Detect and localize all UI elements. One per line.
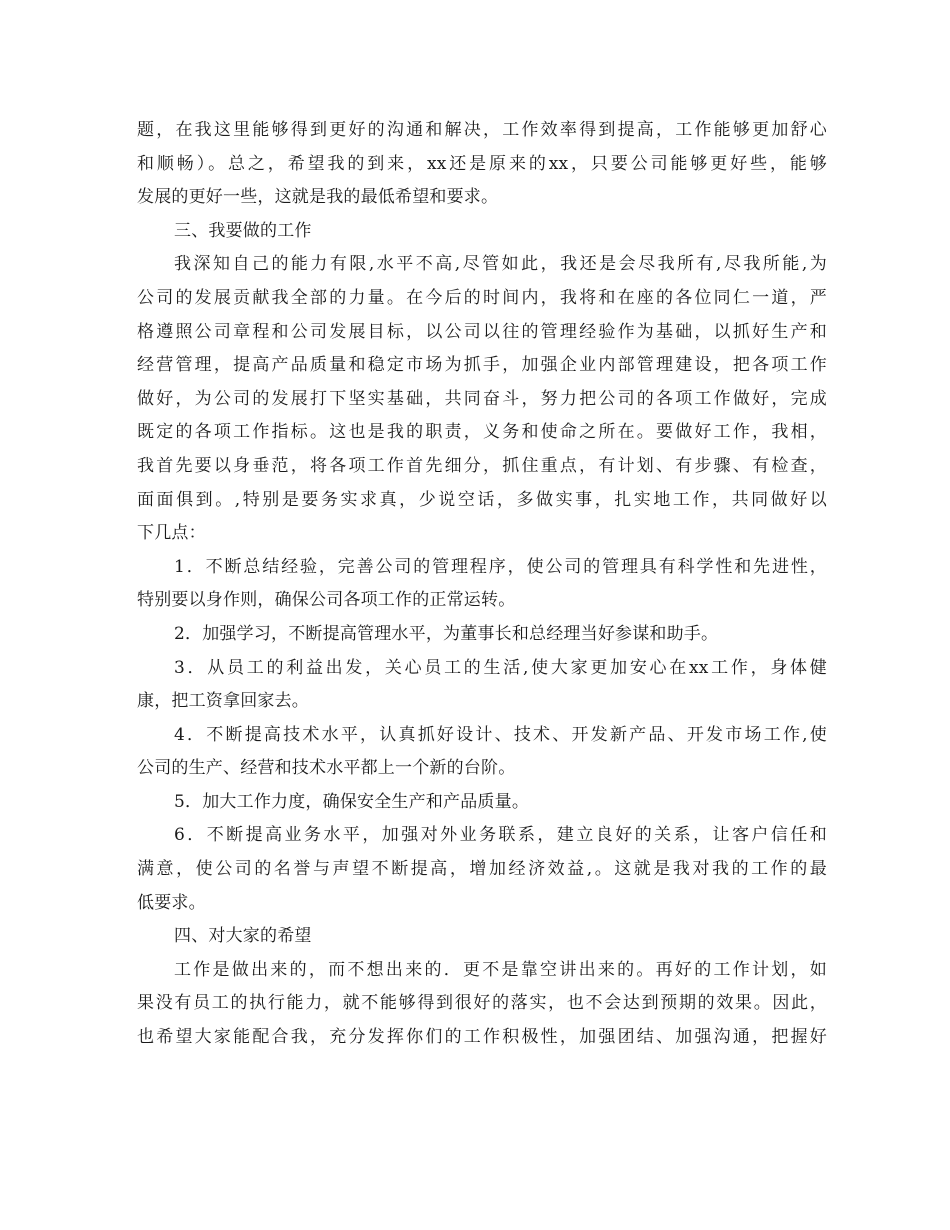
- document-body: [137, 114, 827, 1055]
- text-line: 3．从员工的利益出发，关心员工的生活,使大家更加安心在xx工作，身体健: [174, 657, 827, 678]
- text-line: 公司的生产、经营和技术水平都上一个新的台阶。: [137, 758, 516, 779]
- text-line: 格遵照公司章程和公司发展目标，以公司以往的管理经验作为基础，以抓好生产和: [137, 321, 827, 342]
- text-line: 四、对大家的希望: [174, 926, 312, 947]
- text-line: 我深知自己的能力有限,水平不高,尽管如此，我还是会尽我所有,尽我所能,为: [174, 254, 827, 275]
- text-line: 经营管理，提高产品质量和稳定市场为抓手，加强企业内部管理建设，把各项工作: [137, 355, 827, 376]
- text-line: 既定的各项工作指标。这也是我的职责，义务和使命之所在。要做好工作，我相，: [137, 422, 827, 443]
- text-line: 做好，为公司的发展打下坚实基础，共同奋斗，努力把公司的各项工作做好，完成: [137, 388, 827, 409]
- text-line: 题，在我这里能够得到更好的沟通和解决，工作效率得到提高，工作能够更加舒心: [137, 120, 827, 140]
- text-line: 三、我要做的工作: [174, 220, 312, 241]
- text-line: 也希望大家能配合我，充分发挥你们的工作积极性，加强团结、加强沟通，把握好: [137, 1027, 827, 1048]
- text-line: 低要求。: [137, 892, 206, 913]
- text-line: 康，把工资拿回家去。: [137, 691, 309, 712]
- text-line: 1．不断总结经验，完善公司的管理程序，使公司的管理具有科学性和先进性，: [174, 556, 827, 577]
- text-line: 5．加大工作力度，确保安全生产和产品质量。: [174, 791, 530, 812]
- text-line: 工作是做出来的，而不想出来的．更不是靠空讲出来的。再好的工作计划，如: [174, 959, 827, 980]
- text-line: 6．不断提高业务水平，加强对外业务联系，建立良好的关系，让客户信任和: [174, 825, 827, 846]
- text-line: 公司的发展贡献我全部的力量。在今后的时间内，我将和在座的各位同仁一道，严: [137, 287, 827, 308]
- text-line: 4．不断提高技术水平，认真抓好设计、技术、开发新产品、开发市场工作,使: [174, 724, 827, 745]
- text-line: 我首先要以身垂范，将各项工作首先细分，抓住重点，有计划、有步骤、有检查，: [137, 455, 827, 476]
- text-line: 面面俱到。,特别是要务实求真，少说空话，多做实事，扎实地工作，共同做好以: [137, 489, 827, 510]
- text-line: 满意，使公司的名誉与声望不断提高，增加经济效益,。这就是我对我的工作的最: [137, 859, 827, 880]
- text-line: 发展的更好一些，这就是我的最低希望和要求。: [137, 187, 499, 208]
- text-line: 下几点：: [137, 523, 206, 544]
- text-line: 果没有员工的执行能力，就不能够得到很好的落实，也不会达到预期的效果。因此，: [137, 993, 827, 1014]
- text-line: 和顺畅）。总之，希望我的到来，xx还是原来的xx，只要公司能够更好些，能够: [137, 153, 827, 174]
- text-line: 特别要以身作则，确保公司各项工作的正常运转。: [137, 590, 516, 611]
- text-line: 2．加强学习，不断提高管理水平，为董事长和总经理当好参谋和助手。: [174, 623, 719, 644]
